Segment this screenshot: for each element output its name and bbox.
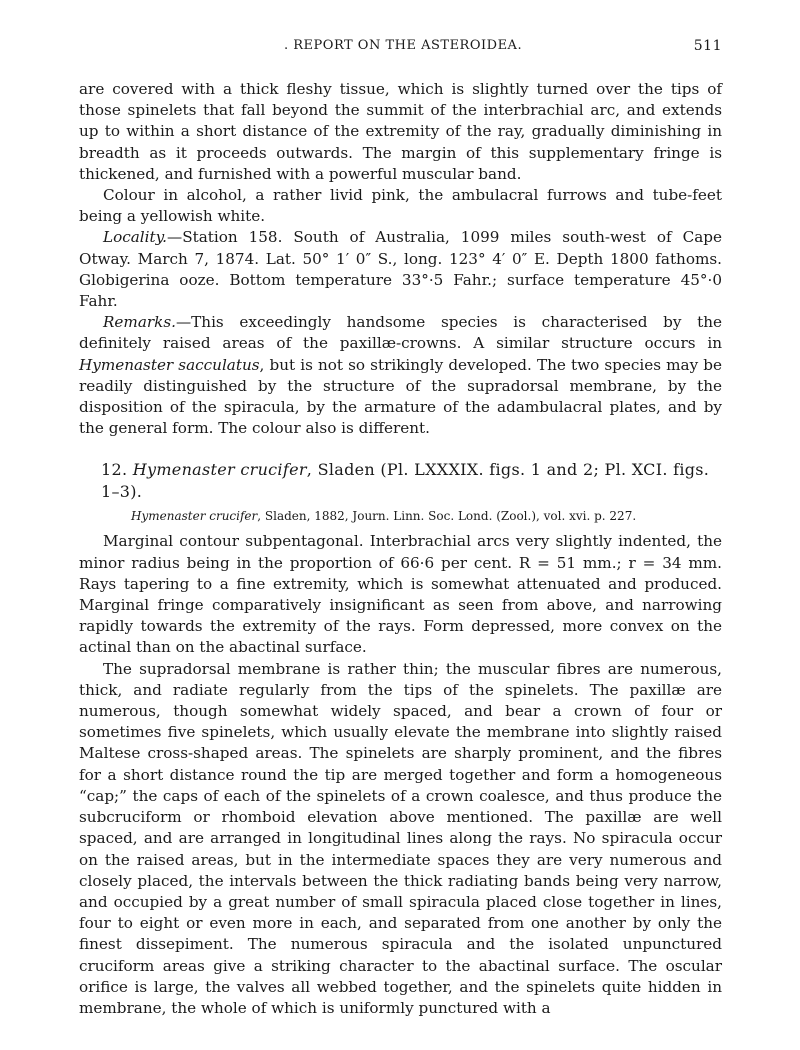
remarks-text-after: , but is not so strikingly developed. The two species may be readily distinguished by the structure of the supradorsal membrane, by the disposition of the spiracula, by the armature of the adambulacral plates, and by the general form. The colour also is different.	[79, 355, 722, 438]
species-number: 12.	[101, 460, 133, 480]
species-citation	[131, 507, 722, 525]
paragraph-contour: Marginal contour subpentagonal. Interbrachial arcs very slightly indented, the minor radius being in the proportion of 66·6 per cent. R = 51 mm.; r = 34 mm. Rays tapering to a fine extremity, which is somewhat attenuated and produced. Marginal fringe comparatively insignificant as seen from above, and narrowing rapidly towards the extremity of the rays. Form depressed, more convex on the actinal than on the abactinal surface.	[79, 532, 722, 657]
citation-species: Hymenaster crucifer	[131, 509, 258, 524]
page	[79, 38, 722, 1019]
species-authority: , Sladen (Pl. LXXXIX. figs. 1 and 2; Pl. XCI. figs. 1–3).	[101, 460, 710, 502]
paragraph-locality	[79, 227, 722, 312]
species-description	[79, 531, 722, 1019]
locality-text: —Station 158. South of Australia, 1099 miles south-west of Cape Otway. March 7, 1874. Lat. 50° 1′ 0″ S., long. 123° 4′ 0″ E. Depth 1800 fathoms. Globigerina ooze. Bottom temperature 33°·5 Fahr.; surface temperature 45°·0 Fahr.	[79, 228, 722, 311]
running-head-title: . REPORT ON THE ASTEROIDEA.	[284, 38, 523, 53]
running-head	[79, 38, 722, 64]
paragraph-continuation: are covered with a thick fleshy tissue, which is slightly turned over the tips of those spinelets that fall beyond the summit of the interbrachial arc, and extends up to within a short distance of the extremity of the ray, gradually diminishing in breadth as it proceeds outwards. The margin of this supplementary fringe is thickened, and furnished with a powerful muscular band.	[79, 80, 722, 183]
remarks-species: Hymenaster sacculatus	[79, 355, 260, 374]
page-number: 511	[693, 38, 722, 54]
remarks-text-before: —This exceedingly handsome species is characterised by the definitely raised areas of the paxillæ-crowns. A similar structure occurs in	[79, 313, 722, 353]
paragraph-colour: Colour in alcohol, a rather livid pink, the ambulacral furrows and tube-feet being a yellowish white.	[79, 186, 722, 226]
citation-text: , Sladen, 1882, Journ. Linn. Soc. Lond. (Zool.), vol. xvi. p. 227.	[257, 509, 637, 524]
paragraph-remarks	[79, 312, 722, 439]
remarks-label: Remarks.	[103, 313, 176, 332]
locality-label: Locality.	[103, 228, 167, 247]
paragraph-membrane: The supradorsal membrane is rather thin; the muscular fibres are numerous, thick, and radiate regularly from the tips of the spinelets. The paxillæ are numerous, though somewhat widely spaced, and bear a crown of four or sometimes five spinelets, which usually elevate the membrane into slightly raised Maltese cross-shaped areas. The spinelets are sharply prominent, and the fibres for a short distance round the tip are merged together and form a homogeneous “cap;” the caps of each of the spinelets of a crown coalesce, and thus produce the subcruciform or rhomboid elevation above mentioned. The paxillæ are well spaced, and are arranged in longitudinal lines along the rays. No spiracula occur on the raised areas, but in the intermediate spaces they are very numerous and closely placed, the intervals between the thick radiating bands being very narrow, and occupied by a great number of small spiracula placed close together in lines, four to eight or even more in each, and separated from one another by only the finest dissepiment. The numerous spiracula and the isolated unpunctured cruciform areas give a striking character to the abactinal surface. The oscular orifice is large, the valves all webbed together, and the spinelets quite hidden in membrane, the whole of which is uniformly punctured with a	[79, 659, 722, 1017]
species-name: Hymenaster crucifer	[132, 460, 307, 480]
species-heading	[101, 459, 722, 503]
